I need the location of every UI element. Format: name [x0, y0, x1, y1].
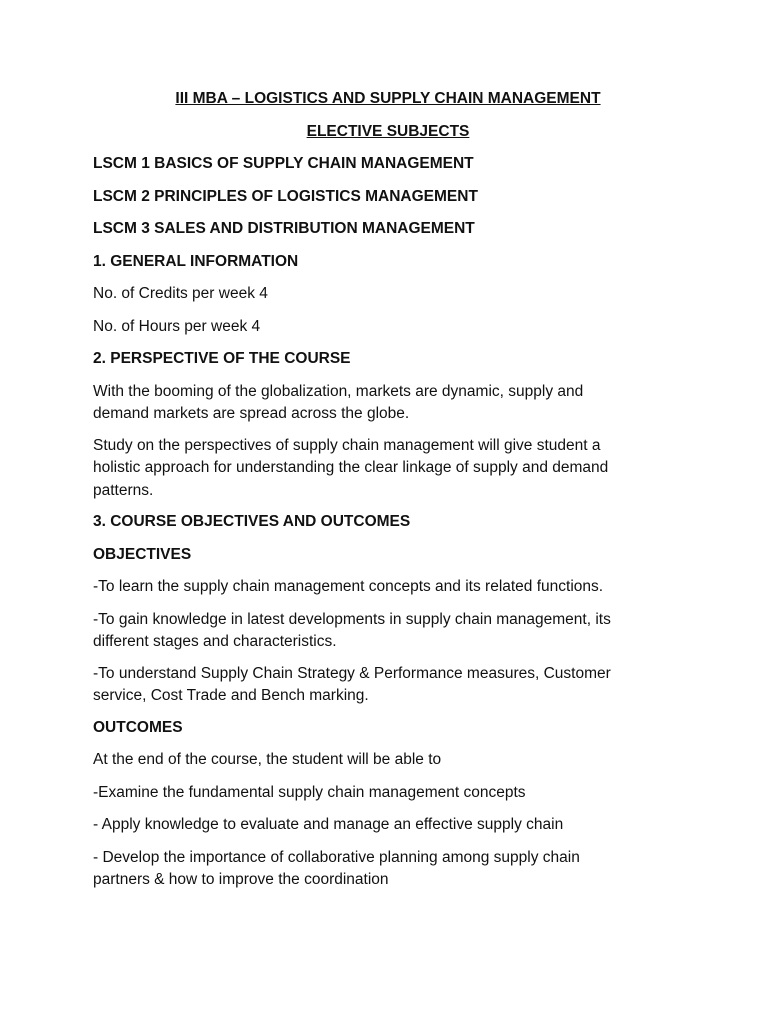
subject-lscm3: LSCM 3 SALES AND DISTRIBUTION MANAGEMENT: [93, 220, 475, 237]
objective-3: [93, 663, 683, 708]
section2-heading: 2. PERSPECTIVE OF THE COURSE: [93, 350, 351, 367]
document-title: [93, 88, 683, 111]
outcome-1: -Examine the fundamental supply chain management concepts: [93, 783, 526, 801]
subject-lscm2: LSCM 2 PRINCIPLES OF LOGISTICS MANAGEMENT: [93, 187, 478, 205]
objective-2-line1: -To gain knowledge in latest developments in supply chain management, its: [93, 610, 611, 628]
hours-text: No. of Hours per week 4: [93, 317, 261, 335]
para1-line2: demand markets are spread across the globe.: [93, 405, 410, 422]
document-subtitle: [93, 121, 683, 144]
para1-line1: With the booming of the globalization, markets are dynamic, supply and: [93, 382, 584, 400]
title-text: III MBA – LOGISTICS AND SUPPLY CHAIN MANAGEMENT: [175, 90, 601, 107]
perspective-paragraph-1: [93, 381, 683, 426]
objective-2: [93, 609, 683, 654]
objective-2-line2: different stages and characteristics.: [93, 633, 337, 650]
section1-heading: 1. GENERAL INFORMATION: [93, 252, 299, 270]
credits-text: No. of Credits per week 4: [93, 285, 268, 302]
outcomes-intro: At the end of the course, the student will be able to: [93, 751, 442, 768]
objective-1: -To learn the supply chain management concepts and its related functions.: [93, 578, 604, 595]
document-page: [93, 88, 683, 901]
objectives-heading: OBJECTIVES: [93, 545, 192, 563]
para2-line2: holistic approach for understanding the clear linkage of supply and demand: [93, 459, 609, 476]
outcome-2: - Apply knowledge to evaluate and manage an effective supply chain: [93, 816, 564, 833]
perspective-paragraph-2: [93, 435, 683, 503]
outcome-3-line2: partners & how to improve the coordination: [93, 871, 389, 888]
outcome-3-line1: - Develop the importance of collaborative planning among supply chain: [93, 848, 580, 866]
subject-lscm1: LSCM 1 BASICS OF SUPPLY CHAIN MANAGEMENT: [93, 155, 474, 172]
section3-heading: 3. COURSE OBJECTIVES AND OUTCOMES: [93, 513, 411, 530]
para2-line3: patterns.: [93, 481, 154, 499]
objective-3-line2: service, Cost Trade and Bench marking.: [93, 687, 369, 704]
outcomes-heading: OUTCOMES: [93, 718, 183, 736]
subtitle-text: ELECTIVE SUBJECTS: [306, 122, 470, 140]
para2-line1: Study on the perspectives of supply chain management will give student a: [93, 436, 601, 454]
outcome-3: [93, 847, 683, 892]
objective-3-line1: -To understand Supply Chain Strategy & Performance measures, Customer: [93, 664, 611, 682]
